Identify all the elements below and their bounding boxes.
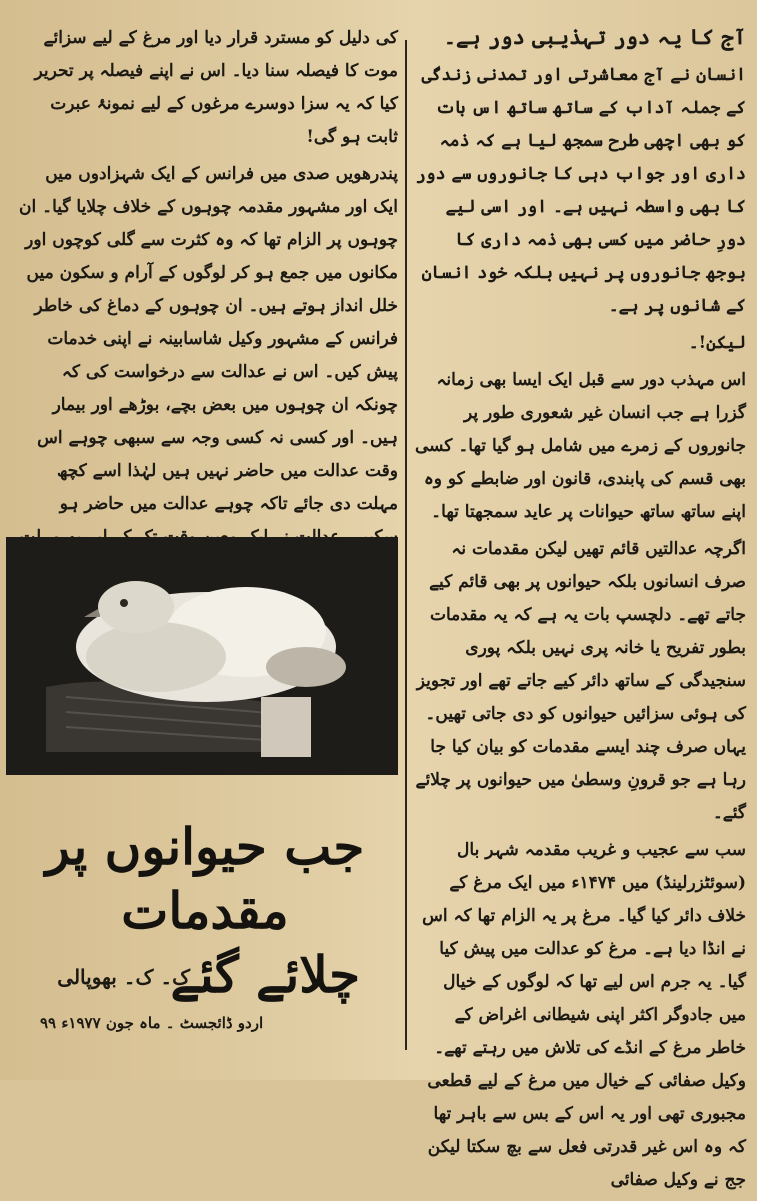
- paragraph: پندرھویں صدی میں فرانس کے ایک شہزادوں میں ایک اور مشہور مقدمہ چوہوں کے خلاف چلایا گیا۔ ان چوہوں پر الزام تھا کہ وہ کثرت سے گلی کوچوں اور مکانوں میں جمع ہو کر لوگوں کے آرام و سکون میں خلل انداز ہوتے ہیں۔ ان چوہوں کے دماغ کی خاطر فرانس کے مشہور وکیل شاسابینہ نے اپنی خدمات پیش کیں۔ اس نے عدالت سے درخواست کی کہ چونکہ ان چوہوں میں بعض بچے، بوڑھے اور بیمار ہیں۔ اور کسی نہ کسی وجہ سے سبھی چوہے اس وقت عدالت میں حاضر نہیں ہیں لہٰذا اسے کچھ مہلت دی جائے تاکہ چوہے عدالت میں حاضر ہو: [19, 164, 398, 514]
- rooster-illustration: [6, 537, 398, 775]
- paragraph: اگرچہ عدالتیں قائم تھیں لیکن مقدمات نہ صرف انسانوں بلکہ حیوانوں پر بھی قائم کیے جاتے تھے۔ دلچسپ بات یہ ہے کہ یہ مقدمات بطور تفریح یا خانہ پری نہیں بلکہ پوری سنجیدگی کے ساتھ دائر کیے جاتے تھے اور تجویز کی ہوئی سزائیں حیوانوں کو دی جاتی تھیں۔ یہاں صرف چند ایسے مقدمات کو بیان کیا جا رہا ہے جو قرونِ وسطیٰ میں حیوانوں پر چلائے گئے۔: [415, 539, 746, 823]
- title-line: چلائے گئے: [170, 945, 360, 1004]
- title-line: مقدمات: [121, 881, 289, 940]
- rooster-photo: [6, 537, 398, 775]
- author-byline: ک۔ ک۔ بھوپالی: [57, 965, 190, 989]
- column-divider: [405, 40, 407, 1050]
- page-footer: اردو ڈائجسٹ ۔ ماہ جون ۱۹۷۷ء ۹۹: [40, 1014, 264, 1032]
- right-column: [414, 20, 746, 1201]
- right-column-heading: آج کا یہ دور تہذیبی دور ہے۔: [443, 24, 746, 49]
- title-line: جب حیوانوں پر: [45, 817, 365, 876]
- paragraph: لیکن!۔: [688, 333, 746, 353]
- paragraph: سب سے عجیب و غریب مقدمہ شہر بال (سوئٹزرلینڈ) میں ۱۴۷۴ء میں ایک مرغ کے خلاف دائر کیا گیا۔ مرغ پر یہ الزام تھا کہ اس نے انڈا دیا ہے۔ مرغ کو عدالت میں پیش کیا گیا۔ یہ جرم اس لیے تھا کہ لوگوں کے خیال میں جادوگر اکثر اپنی شیطانی اغراض کے خاطر مرغ کے انڈے کی تلاش میں رہتے تھے۔ وکیل صفائی کے خیال میں مرغ کے لیے قطعی مجبوری تھی اور یہ اس کے بس سے باہر تھا کہ وہ اس غیر قدرتی فعل سے بچ سکتا لیکن جج نے وکیل صفائی: [422, 840, 746, 1190]
- paragraph: انسان نے آج معاشرتی اور تمدنی زندگی کے جملہ آداب کے ساتھ ساتھ اس بات کو بھی اچھی طرح سمجھ لیا ہے کہ ذمہ داری اور جواب دہی کا جانوروں سے دور کا بھی واسطہ نہیں ہے۔ اور اسی لیے دورِ حاضر میں کسی بھی ذمہ داری کا بوجھ جانوروں پر نہیں بلکہ خود انسان کے شانوں پر ہے۔: [415, 65, 746, 316]
- paragraph: اس مہذب دور سے قبل ایک ایسا بھی زمانہ گزرا ہے جب انسان غیر شعوری طور پر جانوروں کے زمرے میں شامل ہو گیا تھا۔ کسی بھی قسم کی پابندی، قانون اور ضابطے کو وہ اپنے ساتھ ساتھ حیوانات پر عاید سمجھتا تھا۔: [414, 370, 746, 522]
- paragraph: کی دلیل کو مسترد قرار دیا اور مرغ کے لیے سزائے موت کا فیصلہ سنا دیا۔ اس نے اپنے فیصلہ پر تحریر کیا کہ یہ سزا دوسرے مرغوں کے لیے نمونۂ عبرت ثابت ہو گی!: [34, 28, 398, 147]
- left-column: [16, 22, 398, 591]
